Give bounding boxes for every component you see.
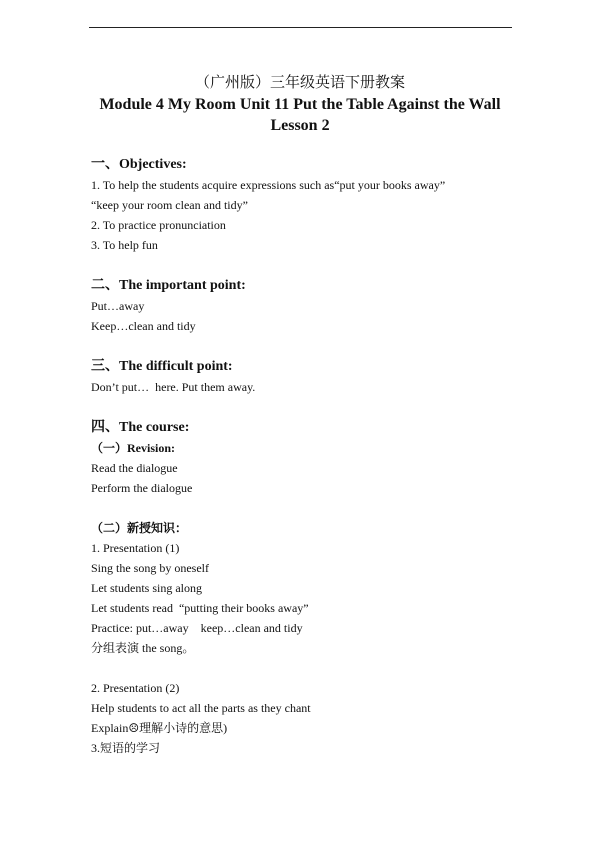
presentation-2-line: Explain☹理解小诗的意思) [91, 721, 228, 735]
spacer [91, 658, 561, 678]
presentation-1-line: Practice: put…away keep…clean and tidy [91, 621, 303, 635]
objective-line: “keep your room clean and tidy” [91, 198, 248, 212]
presentation-1-line: Let students sing along [91, 581, 202, 595]
presentation-2-line: Help students to act all the parts as they chant [91, 701, 311, 715]
difficult-point-heading: 三、The difficult point: [91, 359, 233, 374]
spacer [91, 498, 561, 518]
objective-line: 1. To help the students acquire expressions such as“put your books away” [91, 178, 446, 192]
objective-line: 2. To practice pronunciation [91, 218, 226, 232]
presentation-2-line: 2. Presentation (2) [91, 681, 180, 695]
presentation-2-line: 3.短语的学习 [91, 741, 161, 755]
presentation-1-line: 1. Presentation (1) [91, 541, 180, 555]
presentation-1-line: Sing the song by oneself [91, 561, 209, 575]
document-title [0, 72, 600, 136]
title-english-line-2: Lesson 2 [270, 117, 330, 134]
objectives-heading: 一、Objectives: [91, 157, 187, 172]
presentation-1-line: 分组表演 the song。 [91, 641, 195, 655]
difficult-point-line: Don’t put… here. Put them away. [91, 380, 256, 394]
revision-line: Perform the dialogue [91, 481, 193, 495]
title-english-line-1: Module 4 My Room Unit 11 Put the Table Against the Wall [99, 96, 501, 113]
important-point-line: Put…away [91, 299, 145, 313]
top-rule [89, 27, 512, 28]
important-point-line: Keep…clean and tidy [91, 319, 196, 333]
presentation-1-line: Let students read “putting their books away” [91, 601, 309, 615]
revision-line: Read the dialogue [91, 461, 178, 475]
important-point-heading: 二、The important point: [91, 278, 246, 293]
title-chinese: （广州版）三年级英语下册教案 [194, 75, 405, 91]
revision-heading: （一）Revision: [91, 441, 176, 455]
course-heading: 四、The course: [91, 420, 190, 435]
document-body [91, 154, 561, 758]
new-knowledge-heading: （二）新授知识： [91, 521, 188, 535]
objective-line: 3. To help fun [91, 238, 158, 252]
